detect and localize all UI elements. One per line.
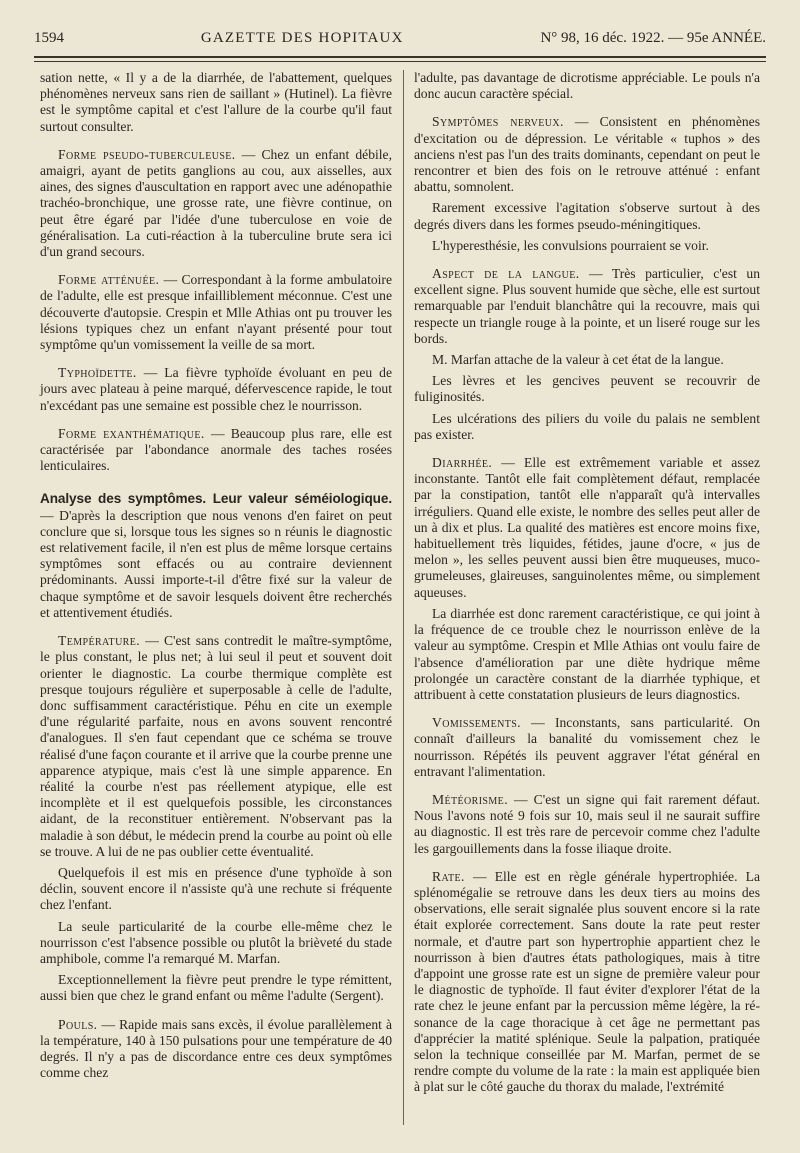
paragraph-spacer [40,1010,392,1017]
paragraph-text: Les lèvres et les gencives peuvent se recouvrir de fuliginosités. [414,373,760,405]
subsection-heading: Typhoïdette. [58,365,137,381]
paragraph [414,869,760,1096]
paragraph-text: — C'est sans contredit le maître-symptôme, le plus constant, le plus net; à lui seul il peut et souvent doit orienter le diagnostic. La courbe thermique complète est presque toujours régulière et superposable à celle de l'adulte, donc suffisamment caractéristique. Péhu en cite un exemple d'une régularité parfaite, nous en avons souvent rencontré d'analogues. Il s'en faut cependant que ce schéma se trouve réalisé d'une façon courante et il arrive que la courbe prenne une apparence atypique, mais c'est là une simple apparence. En réalité la courbe n'est pas réellement atypique, elle est incomplète et il est quelquefois possible, les circonstances aidant, de la reconstituer entièrement. N'observant pas la maladie à son début, le médecin prend la courbe au point où elle se trouve. A lui de ne pas oublier cette éventualité. [40,633,392,859]
paragraph [40,865,392,914]
paragraph [40,272,392,353]
subsection-heading: Diarrhée. [432,455,493,471]
paragraph [414,200,760,232]
paragraph-text: Rarement excessive l'agitation s'observe surtout à des degrés divers dans les formes pseudo-méningitiques. [414,200,760,232]
paragraph-text: — Elle est en règle générale hypertrophiée. La splénomégalie se retrouve dans les deux tiers au moins des observations, elle serait signalée plus souvent encore si la rate était explorée correctement. Sans doute la rate peut rester normale, et d'autre part son hypertrophie appartient chez le nourrisson à bien d'autres états pathologiques, mais à titre d'appoint une grosse rate est un signe de première valeur pour le diagnostic de typhoïde. Il faut éviter d'explorer l'état de la rate chez le jeune enfant par la percussion même légère, la résonance de la cage thoracique à cet âge ne permettant pas d'apprécier la matité splénique. Seule la palpation, pratiquée selon la technique conseillée par M. Marfan, permet de se rendre compte du volume de la rate : la main est appliquée bien à plat sur le côté gauche du thorax du malade, l'extrémité [414,868,760,1095]
paragraph-spacer [40,626,392,633]
paragraph-text: — Consistent en phénomènes d'excitation ou de dépression. Le véritable « tuphos » des anciens n'est pas l'un des traits dominants, cependant on peut le rencontrer et bien des fois on le retrouve atténué : enfant abattu, somnolent. [414,114,760,195]
paragraph [414,373,760,405]
paragraph-text: Exceptionnellement la fièvre peut prendre le type rémittent, aussi bien que chez le grand enfant ou même l'adulte (Sergent). [40,972,392,1004]
paragraph-spacer [40,140,392,147]
subsection-heading: Rate. [432,868,465,884]
paragraph-text: Les ulcérations des piliers du voile du palais ne semblent pas exister. [414,410,760,442]
paragraph-spacer [414,259,760,266]
paragraph-text: L'hyperesthésie, les convulsions pourraient se voir. [432,237,709,253]
paragraph-spacer [414,785,760,792]
paragraph-spacer [414,862,760,869]
header-rule-thick [34,56,766,58]
subsection-heading: Forme pseudo-tuberculeuse. [58,146,236,162]
paragraph-text: — Très particulier, c'est un excellent signe. Plus souvent humide que sèche, elle est surtout remarquable par l'enduit blanchâtre qui la recouvre, mais qui respecte un triangle rouge à la pointe, et un liseré rouge sur les bords. [414,266,761,346]
paragraph-spacer [40,479,392,491]
paragraph [40,70,392,135]
paragraph [40,1017,392,1082]
paragraph [40,426,392,475]
paragraph-spacer [40,358,392,365]
paragraph [414,266,760,347]
page-number: 1594 [34,30,64,46]
journal-title: GAZETTE DES HOPITAUX [200,30,404,46]
paragraph-text: — Elle est extrêmement variable et assez inconstante. Tantôt elle fait complètement défaut, remplacée par la constipation, tantôt elle n'apparaît qu'à intervalles irréguliers. Quand elle existe, le nombre des selles peut aller de un à dix et plus. La qualité des matières est encore moins fixe, habituellement très liquides, fétides, jaune d'ocre, « jus de melon », les selles peuvent aussi bien être muqueuses, muco-grumeleuses, glaireuses, sanguinolentes même, ou simplement aqueuses. [414,455,760,600]
paragraph-text: l'adulte, pas davantage de dicrotisme appréciable. Le pouls n'a donc aucun caractère spécial. [414,70,760,102]
subsection-heading: Température. [58,633,141,649]
paragraph-text: — C'est un signe qui fait rarement défaut. Nous l'avons noté 9 fois sur 10, mais seul il ne saurait suffire au diagnostic. Il est très rare de percevoir comme chez l'adulte les gargouillements dans la fosse iliaque droite. [414,791,760,856]
paragraph [414,715,760,780]
subsection-heading: Symptômes nerveux. [432,114,564,130]
paragraph [414,411,760,443]
subsection-heading: Forme atténuée. [58,272,160,288]
issue-info: N° 98, 16 déc. 1922. — 95e ANNÉE. [540,30,766,46]
paragraph [40,365,392,414]
paragraph-spacer [414,708,760,715]
section-heading: Analyse des symptômes. Leur valeur séméiologique. [40,491,392,507]
paragraph-spacer [414,448,760,455]
paragraph-text: — Chez un enfant débile, amaigri, ayant de petits ganglions au cou, aux aisselles, aux aines, des signes d'auscultation en rapport avec une adénopathie trachéo-bronchique, une grosse rate, une fièvre continue, on peut être égaré par l'idée d'une tuberculose en voie de généralisation. La cuti-réaction à la tuberculine brute sera ici d'un grand secours. [40,146,392,260]
paragraph [40,147,392,260]
paragraph [414,114,760,195]
paragraph [40,919,392,968]
paragraph-text: — Beaucoup plus rare, elle est caractérisée par l'abondance anormale des taches rosées lenticulaires. [40,425,392,474]
paragraph-spacer [40,419,392,426]
paragraph [414,792,760,857]
paragraph [414,455,760,601]
left-column [40,70,392,1086]
paragraph-text: — La fièvre typhoïde évoluant en peu de jours avec plateau à peine marqué, défervescence rapide, le tout n'excédant pas une semaine est possible chez le nourrisson. [40,365,392,413]
paragraph-text: M. Marfan attache de la valeur à cet état de la langue. [432,352,724,368]
paragraph [414,352,760,368]
paragraph-text: — Rapide mais sans excès, il évolue parallèlement à la température, 140 à 150 pulsations pour une température de 40 degrés. Il n'y a pas de discordance entre ces deux symptômes comme chez [40,1016,392,1081]
subsection-heading: Météorisme. [432,791,508,807]
paragraph-text: La diarrhée est donc rarement caractéristique, ce qui joint à la fréquence de ce trouble chez le nourrisson enlève de la valeur au symptôme. Crespin et Mlle Athias ont voulu faire de l'absence d'amélioration par une diète hydrique même prolongée un caractère constant de la diarrhée typhique, et attribuent à cette constatation plusieurs de leurs diagnostics. [414,605,760,702]
paragraph [40,491,392,621]
paragraph-text: — D'après la description que nous venons d'en fairet on peut conclure que si, lorsque tous les signes so n réunis le diagnostic est relativement facile, il n'en est plus de même lorsque certains symptômes sont effacés ou au contraire deviennent prédominants. Aussi importe-t-il d'être fixé sur la valeur de chaque symptôme et de savoir lesquels doivent être recherchés et attentivement étudiés. [40,507,392,620]
paragraph [414,606,760,703]
paragraph-spacer [40,265,392,272]
subsection-heading: Vomissements. [432,715,521,731]
paragraph-text: Quelquefois il est mis en présence d'une typhoïde à son déclin, souvent encore il n'assiste qu'à une rechute si fréquente chez l'enfant. [40,864,392,913]
paragraph-text: La seule particularité de la courbe elle-même chez le nourrisson c'est l'absence possible ou plutôt la brièveté du stade amphibole, comme l'a remarqué M. Marfan. [40,918,392,966]
subsection-heading: Aspect de la langue. [432,266,580,282]
paragraph-spacer [414,107,760,114]
column-divider [403,70,404,1125]
right-column [414,70,760,1101]
paragraph [414,70,760,102]
paragraph [40,972,392,1004]
page-header [34,30,766,52]
header-rule-thin [34,61,766,62]
paragraph-text: sation nette, « Il y a de la diarrhée, de l'abattement, quelques phénomènes nerveux sans rien de saillant » (Hutinel). La fièvre est le symptôme capital et c'est l'allure de la courbe qu'il faut surtout consulter. [40,70,392,134]
subsection-heading: Pouls. [58,1016,98,1032]
paragraph [414,238,760,254]
paragraph-text: — Inconstants, sans particularité. On connaît d'ailleurs la banalité du vomissement chez le nourrisson. Répétés ils peuvent aggraver l'état général en entravant l'alimentation. [414,715,760,779]
subsection-heading: Forme exanthématique. [58,425,205,441]
paragraph-text: — Correspondant à la forme ambulatoire de l'adulte, elle est presque infailliblement méconnue. C'est une découverte d'autopsie. Crespin et Mlle Athias ont pu trouver les lésions typiques chez un enfant n'ayant présenté pour tout symptôme qu'un vomissement la veille de sa mort. [40,272,392,353]
paragraph [40,633,392,860]
